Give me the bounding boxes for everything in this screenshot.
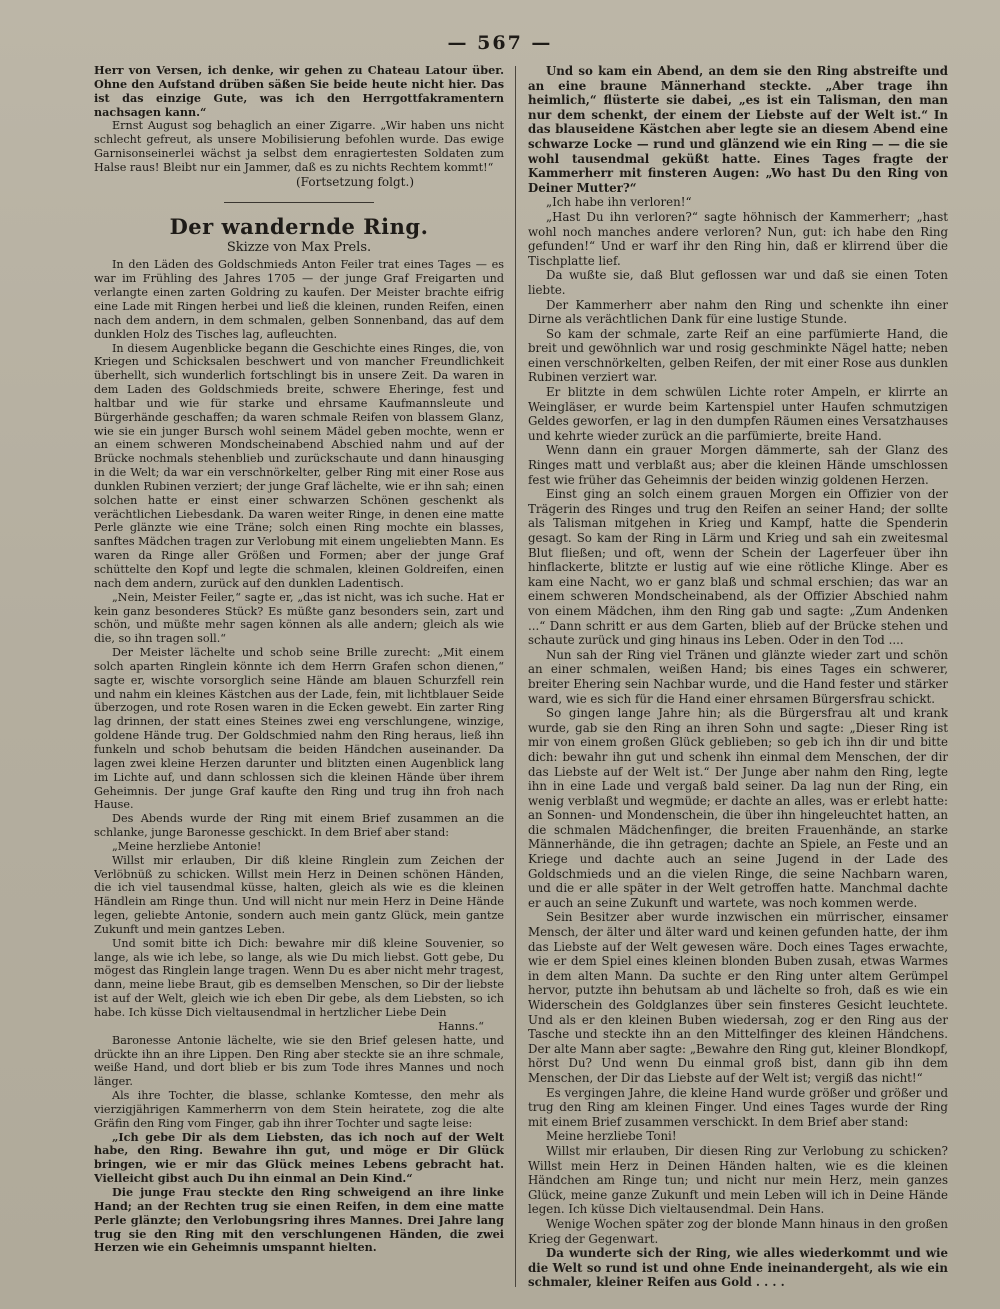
story-paragraph: Als ihre Tochter, die blasse, schlanke Komtesse, den mehr als vierzigjährigen Kammerherrn von dem Stein heiratete, zog die alte Gräfin den Ring vom Finger, gab ihn ihrer Tochter und sagte leise: [94, 1089, 504, 1130]
story-paragraph: Wenn dann ein grauer Morgen dämmerte, sah der Glanz des Ringes matt und verblaßt aus; aber die kleinen Hände umschlossen fest wie früher das Geheimnis der beiden winzig goldenen Herzen. [528, 443, 948, 487]
column-divider [515, 66, 516, 1287]
story-paragraph: Des Abends wurde der Ring mit einem Brief zusammen an die schlanke, junge Baronesse geschickt. In dem Brief aber stand: [94, 812, 504, 840]
story-paragraph: So kam der schmale, zarte Reif an eine parfümierte Hand, die breit und gewöhnlich war und rosig geschminkte Nägel hatte; neben einen verschnörkelten, gelben Reifen, der mit einer Rose aus dunklen Rubinen verziert war. [528, 326, 948, 385]
story-paragraph: Baronesse Antonie lächelte, wie sie den Brief gelesen hatte, und drückte ihn an ihre Lippen. Den Ring aber steckte sie an ihre schmale, weiße Hand, und dort blieb er bis zum Tode ihres Mannes und noch länger. [94, 1033, 504, 1089]
section-separator [224, 202, 374, 203]
story-byline: Skizze von Max Prels. [226, 239, 372, 255]
story-paragraph: Einst ging an solch einem grauen Morgen ein Offizier von der Trägerin des Ringes und trug den Reifen an seiner Hand; der sollte als Talisman mitgehen in Krieg und Kampf, hatte die Spenderin gesagt. So kam der Ring in Lärm und Krieg und sah ein zweitesmal Blut fließen; und oft, wenn der Schein der Lagerfeuer über ihn hinflackerte, blitzte er lustig auf wie eine rötliche Klinge. Aber es kam eine Nacht, wo er ganz blaß und schmal erschien; das war an einem schweren Mondscheinabend, als der Offizier Abschied nahm von einem Mädchen, ihm den Ring gab und sagte: „Zum Andenken ...“ Dann schritt er aus dem Garten, blieb auf der Brücke stehen und schaute zurück und ging hinaus ins Leben. Oder in den Tod .... [528, 487, 948, 648]
story-paragraph: „Nein, Meister Feiler,“ sagte er, „das ist nicht, was ich suche. Hat er kein ganz besonderes Stück? Es müßte ganz besonders sein, zart und schön, und müßte mehr sagen können als alle andern; gleich als wie die, so ihn tragen soll.“ [94, 590, 504, 646]
story-paragraph: „Ich habe ihn verloren!“ [546, 195, 692, 210]
serial-paragraph: Ernst August sog behaglich an einer Zigarre. „Wir haben uns nicht schlecht gefreut, als unsere Mobilisierung befohlen wurde. Das ewige Garnisonseinerlei wächst ja selbst dem enragiertesten Soldaten zum Halse raus! Bleibt nur ein Jammer, daß es zu nichts Rechtem kommt!“ [94, 119, 504, 174]
story-paragraph: In diesem Augenblicke begann die Geschichte eines Ringes, die, von Kriegen und Schicksalen beschwert und von mancher Freundlichkeit überhellt, sich wunderlich fortschlingt bis in unsere Zeit. Da waren in dem Laden des Goldschmieds breite, schwere Eheringe, fest und haltbar und wie für starke und ehrsame Kaufmannsleute und Bürgerhände geschaffen; da waren schmale Reifen von blassem Glanz, wie sie ein junger Bursch wohl seinem Mädel geben mochte, wenn er an einem schweren Mondscheinabend Abschied nahm und auf der Brücke nochmals stehenblieb und zurückschaute und dann hinausging in die Welt; da war ein verschnörkelter, gelber Ring mit einer Rose aus dunklen Rubinen verziert; der junge Graf lächelte, wie er ihn sah; einen solchen hatte er einst einer schwarzen Schönen geschenkt als verächtlichen Liebesdank. Da waren weiter Ringe, in denen eine matte Perle glänzte wie eine Träne; solch einen Ring mochte ein blasses, sanftes Mädchen tragen zur Verlobung mit einem ungeliebten Mann. Es waren da Ringe aller Größen und Formen; aber der junge Graf schüttelte den Kopf und legte die schmalen, kleinen Goldreifen, einen nach dem andern, zurück auf den dunklen Ladentisch. [94, 341, 504, 590]
letter-signature: Hanns.“ [438, 1019, 484, 1033]
story-paragraph: So gingen lange Jahre hin; als die Bürgersfrau alt und krank wurde, gab sie den Ring an ihren Sohn und sagte: „Dieser Ring ist mir von einem großen Glück geblieben; so geb ich ihn dir und bitte dich: bewahr ihn gut und schenk ihn einmal dem Menschen, der dir das Liebste auf der Welt ist.“ Der Junge aber nahm den Ring, legte ihn in eine Lade und vergaß bald seiner. Da lag nun der Ring, ein wenig verblaßt und wegmüde; er dachte an alles, was er erlebt hatte: an Sonnen- und Mondenschein, die über ihn hingeleuchtet hatten, an die schmalen Mädchenfinger, die breiten Frauenhände, an starke Männerhände, die ihn getragen; dachte an Spiele, an Feste und an Kriege und dachte auch an seine Jugend in der Lade des Goldschmieds und an die vielen Ringe, die seine Nachbarn waren, und die er alle später in der Welt getroffen hatte. Manchmal dachte er auch an seine Zukunft und wartete, was noch kommen werde. [528, 706, 948, 910]
story-paragraph: Der Meister lächelte und schob seine Brille zurecht: „Mit einem solch aparten Ringlein könnte ich dem Herrn Grafen schon dienen,“ sagte er, wischte vorsorglich seine Hände am blauen Schurzfell rein und nahm ein kleines Kästchen aus der Lade, fein, mit lichtblauer Seide überzogen, und rote Rosen waren in die Ecken gewebt. Ein zarter Ring lag drinnen, der statt eines Steines zwei eng verschlungene, winzige, goldene Hände trug. Der Goldschmied nahm den Ring heraus, ließ ihn funkeln und schob behutsam die beiden Händchen auseinander. Da lagen zwei kleine Herzen darunter und blitzten einen Augenblick lang im Lichte auf, und dann schlossen sich die kleinen Hände über ihrem Geheimnis. Der junge Graf kaufte den Ring und trug ihn froh nach Hause. [94, 646, 504, 812]
story-paragraph: Da wunderte sich der Ring, wie alles wiederkommt und wie die Welt so rund ist und ohne Ende ineinandergeht, als wie ein schmaler, kleiner Reifen aus Gold . . . . [528, 1246, 948, 1290]
story-paragraph: Es vergingen Jahre, die kleine Hand wurde größer und größer und trug den Ring am kleinen Finger. Und eines Tages wurde der Ring mit einem Brief zusammen verschickt. In dem Brief aber stand: [528, 1085, 948, 1129]
story-paragraph: Da wußte sie, daß Blut geflossen war und daß sie einen Toten liebte. [528, 268, 948, 297]
story-paragraph: Die junge Frau steckte den Ring schweigend an ihre linke Hand; an der Rechten trug sie einen Reifen, in dem eine matte Perle glänzte; den Verlobungsring ihres Mannes. Drei Jahre lang trug sie den Ring mit den verschlungenen Händen, die zwei Herzen wie ein Geheimnis umspannt hielten. [94, 1184, 504, 1255]
story-paragraph: Der Kammerherr aber nahm den Ring und schenkte ihn einer Dirne als verächtlichen Dank für eine lustige Stunde. [528, 297, 948, 327]
story-paragraph: Sein Besitzer aber wurde inzwischen ein mürrischer, einsamer Mensch, der älter und älter ward und keinen gefunden hatte, der ihm das Liebste auf der Welt gewesen wäre. Doch eines Tages erwachte, wie er dem Spiel eines kleinen blonden Buben zusah, etwas Warmes in dem alten Mann. Da suchte er den Ring unter altem Gerümpel hervor, putzte ihn behutsam ab und lächelte so froh, daß es wie ein Widerschein des Goldglanzes über sein finsteres Gesicht leuchtete. Und als er den kleinen Buben wiedersah, zog er den Ring aus der Tasche und steckte ihn an den Mittelfinger des kleinen Händchens. Der alte Mann aber sagte: „Bewahre den Ring gut, kleiner Blondkopf, hörst Du? Und wenn Du einmal groß bist, dann gib ihn dem Menschen, der Dir das Liebste auf der Welt ist; vergiß das nicht!“ [528, 910, 948, 1085]
story-title: Der wandernde Ring. [169, 213, 429, 239]
story-paragraph: Und so kam ein Abend, an dem sie den Ring abstreifte und an eine braune Männerhand steckte. „Aber trage ihn heimlich,“ flüsterte sie dabei, „es ist ein Talisman, den man nur dem schenkt, der einem der Liebste auf der Welt ist.“ In das blauseidene Kästchen aber legte sie an diesem Abend eine schwarze Locke — rund und glänzend wie ein Ring — — die sie wohl tausendmal geküßt hatte. Eines Tages fragte der Kammerherr mit finsteren Augen: „Wo hast Du den Ring von Deiner Mutter?“ [528, 64, 948, 195]
letter-salutation: „Meine herzliebe Antonie! [112, 839, 262, 853]
letter-paragraph: Willst mir erlauben, Dir diesen Ring zur Verlobung zu schicken? Willst mein Herz in Deinen Händen halten, wie es die kleinen Händchen am Ringe tun; und nicht nur mein Herz, mein ganzes Glück, meine ganze Zukunft und mein Leben will ich in Deine Hände legen. Ich küsse Dich vieltausendmal. Dein Hans. [528, 1143, 948, 1217]
letter-paragraph: Und somit bitte ich Dich: bewahre mir diß kleine Souvenier, so lange, als wie ich lebe, so lange, als wie Du mich liebst. Gott gebe, Du mögest das Ringlein lange tragen. Wenn Du es aber nicht mehr tragest, dann, meine liebe Braut, gib es demselben Menschen, so Dir der liebste ist auf der Welt, gleich wie ich eben Dir gebe, als dem Liebsten, so ich habe. Ich küsse Dich vieltausendmal in hertzlicher Liebe Dein [94, 936, 504, 1019]
story-paragraph: In den Läden des Goldschmieds Anton Feiler trat eines Tages — es war im Frühling des Jahres 1705 — der junge Graf Freigarten und verlangte einen zarten Goldring zu kaufen. Der Meister brachte eifrig eine Lade mit Ringen herbei und ließ die kleinen, runden Reifen, einen nach dem andern, in dem schmalen, gelben Sonnenband, das auf dem dunklen Holz des Tisches lag, aufleuchten. [94, 258, 504, 341]
letter-paragraph: Willst mir erlauben, Dir diß kleine Ringlein zum Zeichen der Verlöbnüß zu schicken. Willst mein Herz in Deinen schönen Händen, die ich viel tausendmal küsse, halten, gleich als wie es die kleinen Händlein am Ringe thun. Und will nicht nur mein Herz in Deine Hände legen, geliebte Antonie, sondern auch mein gantz Glück, mein gantze Zukunft und mein gantzes Leben. [94, 853, 504, 936]
story-paragraph: Nun sah der Ring viel Tränen und glänzte wieder zart und schön an einer schmalen, weißen Hand; bis eines Tages ein schwerer, breiter Ehering sein Nachbar wurde, und die Hand fester und stärker ward, wie es sich für die Hand einer ehrsamen Bürgersfrau schickt. [528, 647, 948, 706]
serial-continuation-note: (Fortsetzung folgt.) [296, 174, 414, 189]
right-column [528, 64, 948, 1293]
letter-salutation: Meine herzliebe Toni! [546, 1129, 677, 1144]
serial-paragraph: Herr von Versen, ich denke, wir gehen zu Chateau Latour über. Ohne den Aufstand drüben säßen Sie beide heute nicht hier. Das ist das einzige Gute, was ich den Herrgottfakramentern nachsagen kann.“ [94, 64, 504, 119]
page-number: — 567 — [447, 32, 553, 54]
story-paragraph: „Hast Du ihn verloren?“ sagte höhnisch der Kammerherr; „hast wohl noch manches andere verloren? Nun, gut: ich habe den Ring gefunden!“ Und er warf ihr den Ring hin, daß er klirrend über die Tischplatte lief. [528, 209, 948, 268]
left-column [94, 64, 504, 1293]
story-paragraph: „Ich gebe Dir als dem Liebsten, das ich noch auf der Welt habe, den Ring. Bewahre ihn gut, und möge er Dir Glück bringen, wie er mir das Glück meines Lebens gebracht hat. Vielleicht gibst auch Du ihn einmal an Dein Kind.“ [94, 1129, 504, 1186]
story-paragraph: Er blitzte in dem schwülen Lichte roter Ampeln, er klirrte an Weingläser, er wurde beim Kartenspiel unter Haufen schmutzigen Geldes geworfen, er lag in den dumpfen Räumen eines Versatzhauses und kehrte wieder zurück an die parfümierte, breite Hand. [528, 385, 948, 443]
story-paragraph: Wenige Wochen später zog der blonde Mann hinaus in den großen Krieg der Gegenwart. [528, 1216, 948, 1246]
